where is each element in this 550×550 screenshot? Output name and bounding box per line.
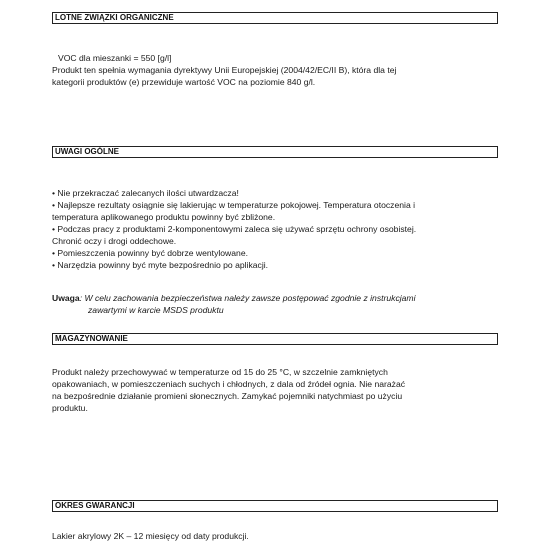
general-note: [52, 292, 498, 316]
storage-line: na bezpośrednie działanie promieni słonecznych. Zamykać pojemniki natychmiast po użyciu: [52, 391, 403, 401]
note-label: Uwaga: [52, 293, 80, 303]
general-bullets: [52, 187, 498, 271]
bullet-item: • Narzędzia powinny być myte bezpośrednio po aplikacji.: [52, 260, 269, 270]
section-header-warranty: OKRES GWARANCJI: [52, 500, 498, 512]
bullet-item: • Nie przekraczać zalecanych ilości utwardzacza!: [52, 188, 239, 198]
bullet-item: • Pomieszczenia powinny być dobrze wentylowane.: [52, 248, 248, 258]
note-text: : W celu zachowania bezpieczeństwa należy zawsze postępować zgodnie z instrukcjami: [79, 293, 416, 303]
voc-directive-line: Produkt ten spełnia wymagania dyrektywy Unii Europejskiej (2004/42/EC/II B), która dla tej: [52, 65, 397, 75]
warranty-line: Lakier akrylowy 2K – 12 miesięcy od daty produkcji.: [52, 531, 249, 541]
bullet-item-continuation: Chronić oczy i drogi oddechowe.: [52, 236, 177, 246]
bullet-item: • Najlepsze rezultaty osiągnie się lakierując w temperaturze pokojowej. Temperatura otoczenia i: [52, 200, 416, 210]
section-header-storage: MAGAZYNOWANIE: [52, 333, 498, 345]
storage-text: [52, 366, 498, 414]
section-header-general: UWAGI OGÓLNE: [52, 146, 498, 158]
storage-line: opakowaniach, w pomieszczeniach suchych i chłodnych, z dala od źródeł ognia. Nie narażać: [52, 379, 406, 389]
voc-category-line: kategorii produktów (e) przewiduje wartość VOC na poziomie 840 g/l.: [52, 77, 316, 87]
storage-line: produktu.: [52, 403, 88, 413]
voc-text: [52, 52, 498, 88]
storage-line: Produkt należy przechowywać w temperaturze od 15 do 25 °C, w szczelnie zamkniętych: [52, 367, 388, 377]
warranty-text: [52, 530, 498, 542]
bullet-item-continuation: temperatura aplikowanego produktu powinny być zbliżone.: [52, 212, 276, 222]
voc-value-line: VOC dla mieszanki = 550 [g/l]: [58, 53, 172, 63]
note-text-continuation: zawartymi w karcie MSDS produktu: [88, 305, 224, 315]
section-header-voc: LOTNE ZWIĄZKI ORGANICZNE: [52, 12, 498, 24]
bullet-item: • Podczas pracy z produktami 2-komponentowymi zaleca się używać sprzętu ochrony osobistej.: [52, 224, 417, 234]
